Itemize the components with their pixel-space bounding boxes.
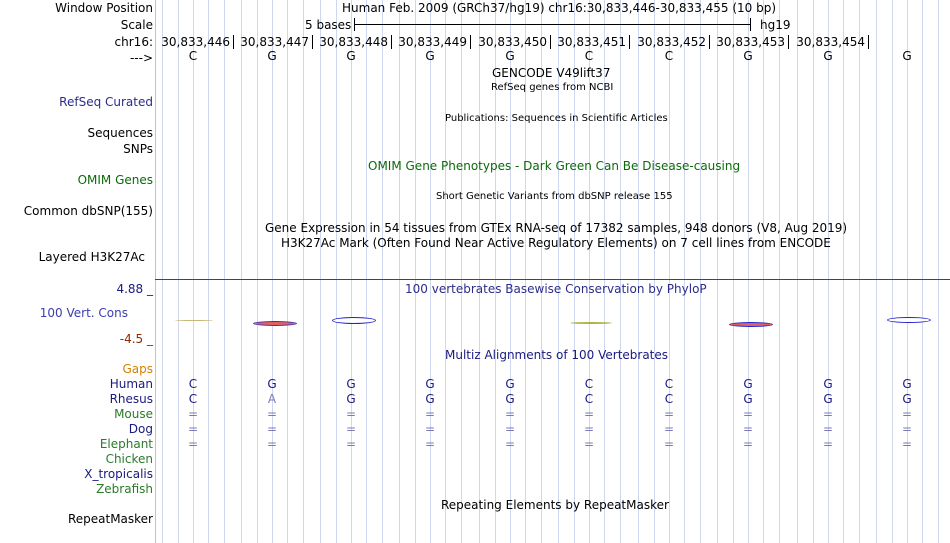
alignment-base: = <box>901 422 913 436</box>
gridline <box>430 0 431 543</box>
gridline <box>320 0 321 543</box>
gridline <box>178 0 179 543</box>
repeatmasker-track-title: Repeating Elements by RepeatMasker <box>441 498 669 512</box>
species-label[interactable]: Mouse <box>114 407 153 421</box>
species-label[interactable]: Rhesus <box>109 392 153 406</box>
alignment-base: G <box>823 392 833 406</box>
position-tick <box>233 35 234 49</box>
alignment-base: G <box>346 377 356 391</box>
species-label[interactable]: Human <box>109 377 153 391</box>
alignment-base: C <box>188 377 198 391</box>
gridline <box>876 0 877 543</box>
scale-label: Scale <box>120 18 153 32</box>
position-label: 30,833,446 <box>161 35 230 49</box>
alignment-base: G <box>346 392 356 406</box>
alignment-base: = <box>266 437 278 451</box>
alignment-base: = <box>187 407 199 421</box>
gridline <box>717 0 718 543</box>
omim-track-title: OMIM Gene Phenotypes - Dark Green Can Be Disease-causing <box>368 159 741 173</box>
gridline <box>620 0 621 543</box>
base-letter: G <box>902 49 912 63</box>
publications-track-title: Publications: Sequences in Scientific Articles <box>445 113 668 124</box>
position-label: 30,833,452 <box>637 35 706 49</box>
alignment-base: = <box>424 437 436 451</box>
alignment-base: = <box>504 422 516 436</box>
species-label[interactable]: Dog <box>128 422 153 436</box>
base-letter: G <box>267 49 277 63</box>
alignment-base: G <box>267 377 277 391</box>
gridline <box>399 0 400 543</box>
alignment-base: = <box>822 422 834 436</box>
position-label: 30,833,454 <box>796 35 865 49</box>
alignment-base: = <box>822 407 834 421</box>
snps-label[interactable]: SNPs <box>123 142 153 156</box>
base-letter: C <box>664 49 674 63</box>
species-label[interactable]: Gaps <box>122 362 153 376</box>
gridline <box>922 0 923 543</box>
window-position-label: Window Position <box>55 1 153 15</box>
gridline <box>445 0 446 543</box>
position-label: 30,833,450 <box>478 35 547 49</box>
alignment-base: C <box>664 377 674 391</box>
alignment-base: = <box>663 407 675 421</box>
gridline <box>303 0 304 543</box>
gridline <box>382 0 383 543</box>
position-tick <box>391 35 392 49</box>
position-tick <box>629 35 630 49</box>
gridline <box>415 0 416 543</box>
gridline <box>859 0 860 543</box>
species-label[interactable]: Zebrafish <box>96 482 153 496</box>
base-letter: G <box>743 49 753 63</box>
alignment-base: = <box>504 407 516 421</box>
scale-db: hg19 <box>760 18 791 32</box>
alignment-base: G <box>743 377 753 391</box>
label-separator <box>155 0 156 543</box>
alignment-base: = <box>504 437 516 451</box>
alignment-base: = <box>266 407 278 421</box>
alignment-base: G <box>425 392 435 406</box>
species-label[interactable]: X_tropicalis <box>84 467 153 481</box>
alignment-base: = <box>424 422 436 436</box>
refseq-curated-label[interactable]: RefSeq Curated <box>59 95 153 109</box>
alignment-base: C <box>664 392 674 406</box>
alignment-base: G <box>823 377 833 391</box>
gridline <box>828 0 829 543</box>
base-letter: C <box>188 49 198 63</box>
gtex-track-title: Gene Expression in 54 tissues from GTEx RNA-seq of 17382 samples, 948 donors (V8, Aug 2019) <box>265 221 848 235</box>
gridline <box>733 0 734 543</box>
phylop-mark <box>570 322 612 324</box>
gridline <box>843 0 844 543</box>
alignment-base: = <box>822 437 834 451</box>
gridline <box>669 0 670 543</box>
gridline <box>162 0 163 543</box>
repeatmasker-label[interactable]: RepeatMasker <box>67 512 153 526</box>
gridline <box>797 0 798 543</box>
position-tick <box>868 35 869 49</box>
vert-cons-label[interactable]: 100 Vert. Cons <box>39 306 128 320</box>
alignment-base: G <box>505 392 515 406</box>
alignment-base: C <box>188 392 198 406</box>
alignment-base: C <box>584 377 594 391</box>
gridline <box>779 0 780 543</box>
alignment-base: G <box>902 377 912 391</box>
multiz-track-title: Multiz Alignments of 100 Vertebrates <box>445 348 669 362</box>
base-letter: G <box>505 49 515 63</box>
omim-genes-label[interactable]: OMIM Genes <box>77 173 153 187</box>
position-tick <box>470 35 471 49</box>
alignment-base: = <box>742 422 754 436</box>
alignment-base: G <box>743 392 753 406</box>
alignment-base: A <box>267 392 277 406</box>
alignment-base: = <box>345 407 357 421</box>
gridline <box>336 0 337 543</box>
base-letter: G <box>823 49 833 63</box>
layered-h3k27ac-label[interactable]: Layered H3K27Ac <box>38 250 145 264</box>
position-label: 30,833,453 <box>716 35 785 49</box>
scale-bar-end <box>750 18 751 31</box>
phylop-mark <box>887 317 931 323</box>
gridline <box>938 0 939 543</box>
phylop-mark <box>332 317 376 324</box>
alignment-base: = <box>742 437 754 451</box>
alignment-base: = <box>187 422 199 436</box>
phylop-min-label: -4.5 _ <box>119 332 153 346</box>
gridline <box>351 0 352 543</box>
alignment-base: = <box>742 407 754 421</box>
position-label: 30,833,451 <box>557 35 626 49</box>
scale-text: 5 bases <box>305 18 352 32</box>
track-divider <box>155 279 950 280</box>
position-label: 30,833,449 <box>398 35 467 49</box>
alignment-base: = <box>345 422 357 436</box>
alignment-base: = <box>424 407 436 421</box>
alignment-base: = <box>266 422 278 436</box>
position-label: 30,833,448 <box>319 35 388 49</box>
gridline <box>763 0 764 543</box>
gridline <box>892 0 893 543</box>
phylop-track-title: 100 vertebrates Basewise Conservation by PhyloP <box>405 282 707 296</box>
h3k27ac-track-title: H3K27Ac Mark (Often Found Near Active Regulatory Elements) on 7 cell lines from ENCODE <box>281 236 831 250</box>
chrom-label: chr16: <box>114 35 153 49</box>
gridline <box>272 0 273 543</box>
refseq-track-subtitle: RefSeq genes from NCBI <box>491 82 614 93</box>
gridline <box>461 0 462 543</box>
alignment-base: = <box>901 437 913 451</box>
gridline <box>813 0 814 543</box>
gridline <box>257 0 258 543</box>
gridline <box>208 0 209 543</box>
alignment-base: = <box>663 437 675 451</box>
gridline <box>224 0 225 543</box>
alignment-base: = <box>663 422 675 436</box>
scale-bar <box>354 24 751 25</box>
sequences-label[interactable]: Sequences <box>87 126 153 140</box>
gridline <box>241 0 242 543</box>
alignment-base: = <box>901 407 913 421</box>
gridline <box>638 0 639 543</box>
alignment-base: = <box>583 437 595 451</box>
common-dbsnp-label[interactable]: Common dbSNP(155) <box>23 204 153 218</box>
gridline <box>748 0 749 543</box>
position-tick <box>312 35 313 49</box>
position-tick <box>709 35 710 49</box>
alignment-base: G <box>425 377 435 391</box>
alignment-base: = <box>583 407 595 421</box>
gridline <box>366 0 367 543</box>
phylop-mark <box>729 322 773 327</box>
base-letter: C <box>584 49 594 63</box>
gridline <box>479 0 480 543</box>
gridline <box>287 0 288 543</box>
base-letter: G <box>425 49 435 63</box>
alignment-base: = <box>187 437 199 451</box>
alignment-base: = <box>345 437 357 451</box>
gridline <box>907 0 908 543</box>
gridline <box>700 0 701 543</box>
gridline <box>654 0 655 543</box>
gridline <box>684 0 685 543</box>
alignment-base: G <box>902 392 912 406</box>
position-label: 30,833,447 <box>240 35 309 49</box>
alignment-base: = <box>583 422 595 436</box>
base-letter: G <box>346 49 356 63</box>
phylop-mark <box>175 320 213 321</box>
gridline <box>193 0 194 543</box>
position-tick <box>550 35 551 49</box>
phylop-max-label: 4.88 _ <box>116 282 153 296</box>
alignment-base: C <box>584 392 594 406</box>
position-tick <box>788 35 789 49</box>
alignment-base: G <box>505 377 515 391</box>
phylop-mark <box>253 321 297 326</box>
species-label[interactable]: Chicken <box>105 452 153 466</box>
gencode-track-title[interactable]: GENCODE V49lift37 <box>492 66 611 80</box>
strand-label: ---> <box>129 51 153 65</box>
species-label[interactable]: Elephant <box>99 437 153 451</box>
dbsnp-track-title: Short Genetic Variants from dbSNP release 155 <box>436 191 673 202</box>
window-position-value[interactable]: Human Feb. 2009 (GRCh37/hg19) chr16:30,833,446-30,833,455 (10 bp) <box>342 1 777 15</box>
